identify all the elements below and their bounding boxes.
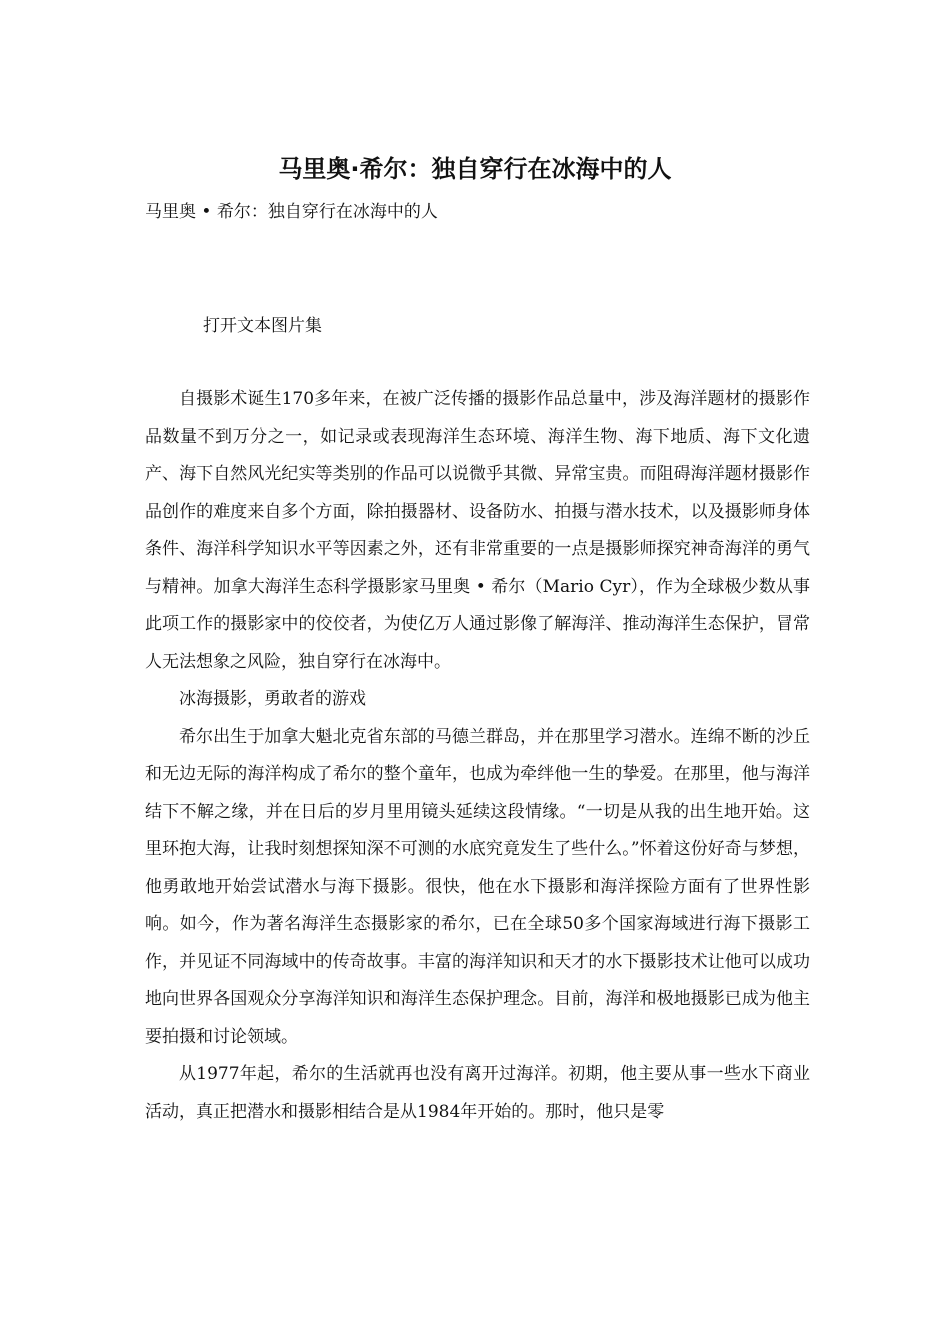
document-subtitle: 马里奥 • 希尔：独自穿行在冰海中的人 <box>145 202 438 222</box>
document-title: 马里奥·希尔：独自穿行在冰海中的人 <box>278 155 672 183</box>
paragraph-biography: 希尔出生于加拿大魁北克省东部的马德兰群岛，并在那里学习潜水。连绵不断的沙丘和无边无际的海洋构成了希尔的整个童年，也成为牵绊他一生的挚爱。在那里，他与海洋结下不解之缘，并在日后的岁月里用镜头延续这段情缘。“一切是从我的出生地开始。这里环抱大海，让我时刻想探知深不可测的水底究竟发生了些什么。”怀着这份好奇与梦想，他勇敢地开始尝试潜水与海下摄影。很快，他在水下摄影和海洋探险方面有了世界性影响。如今，作为著名海洋生态摄影家的希尔，已在全球50多个国家海域进行海下摄影工作，并见证不同海域中的传奇故事。丰富的海洋知识和天才的水下摄影技术让他可以成功地向世界各国观众分享海洋知识和海洋生态保护理念。目前，海洋和极地摄影已成为他主要拍摄和讨论领域。 <box>145 726 810 1047</box>
section-heading: 冰海摄影，勇敢者的游戏 <box>179 689 366 709</box>
paragraph-intro: 自摄影术诞生170多年来，在被广泛传播的摄影作品总量中，涉及海洋题材的摄影作品数量不到万分之一，如记录或表现海洋生态环境、海洋生物、海下地质、海下文化遗产、海下自然风光纪实等类别的作品可以说微乎其微、异常宝贵。而阻碍海洋题材摄影作品创作的难度来自多个方面，除拍摄器材、设备防水、拍摄与潜水技术，以及摄影师身体条件、海洋科学知识水平等因素之外，还有非常重要的一点是摄影师探究神奇海洋的勇气与精神。加拿大海洋生态科学摄影家马里奥 • 希尔（Mario Cyr），作为全球极少数从事此项工作的摄影家中的佼佼者，为使亿万人通过影像了解海洋、推动海洋生态保护，冒常人无法想象之风险，独自穿行在冰海中。 <box>145 389 810 672</box>
open-image-gallery-link[interactable]: 打开文本图片集 <box>203 316 322 336</box>
article-body <box>145 381 810 1131</box>
paragraph-career: 从1977年起，希尔的生活就再也没有离开过海洋。初期，他主要从事一些水下商业活动，真正把潜水和摄影相结合是从1984年开始的。那时，他只是零 <box>145 1064 810 1122</box>
